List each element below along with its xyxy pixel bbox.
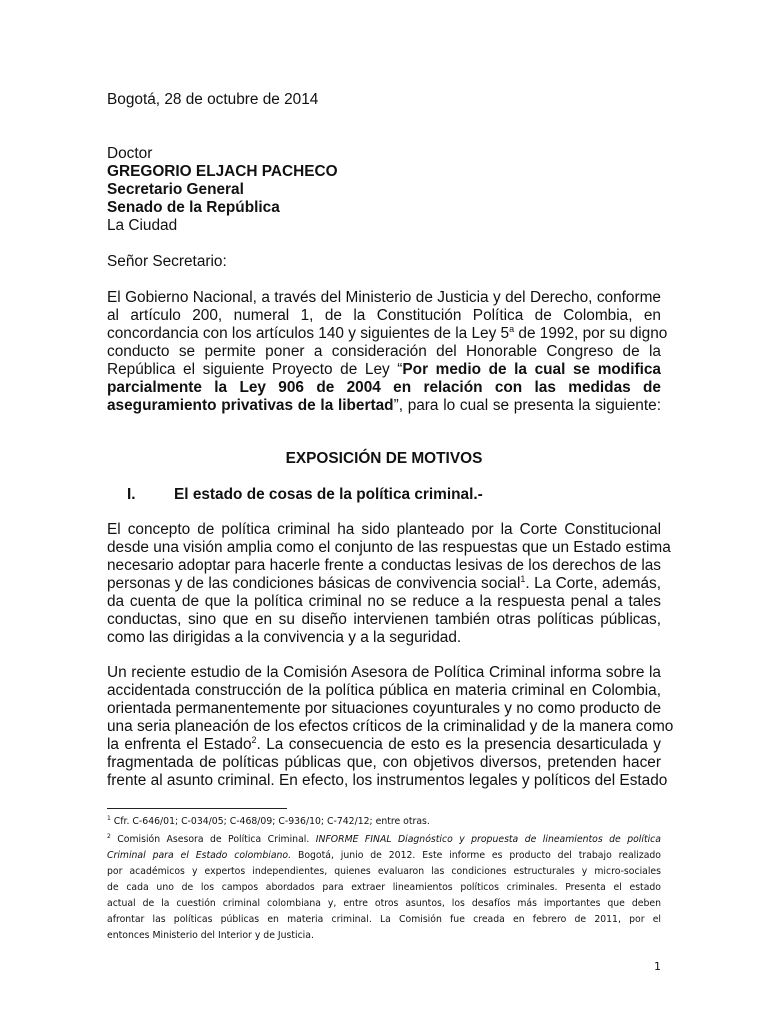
intro-line: [107, 361, 661, 379]
recipient-name: GREGORIO ELJACH PACHECO: [107, 163, 338, 180]
paragraph-line: El concepto de política criminal ha sido planteado por la Corte Constitucional: [107, 521, 661, 538]
footnote-text: Cfr. C-646/01; C-034/05; C-468/09; C-936/10; C-742/12; entre otras.: [110, 816, 430, 827]
footnote-separator: [107, 808, 287, 809]
dateline: Bogotá, 28 de octubre de 2014: [107, 91, 319, 108]
intro-line: [107, 397, 661, 415]
footnote-text: INFORME FINAL Diagnóstico y propuesta de lineamientos de política: [315, 834, 661, 845]
footnote-2: [107, 832, 661, 848]
intro-text: de 1992, por su digno: [514, 325, 668, 342]
intro-text: concordancia con los artículos 140 y siguientes de la Ley 5: [107, 325, 510, 342]
intro-line: [107, 323, 668, 343]
paragraph-text: . La consecuencia de esto es la presencia desarticulada y: [256, 736, 661, 753]
paragraph-line: accidentada construcción de la política pública en materia criminal en Colombia,: [107, 682, 661, 699]
paragraph-line: da cuenta de que la política criminal no se reduce a la respuesta penal a tales: [107, 593, 661, 610]
greeting: Señor Secretario:: [107, 253, 227, 270]
ordinal-superscript: a: [509, 323, 515, 334]
footnote-line: actual de la cuestión criminal colombiana y, entre otros asuntos, los desafíos más importantes que deben: [107, 898, 661, 909]
intro-line: conducto se permite poner a consideración del Honorable Congreso de la: [107, 343, 661, 360]
footnote-line: por académicos y expertos independientes, quienes evaluaron las condiciones estructurales y micro-sociales: [107, 866, 661, 877]
subsection-title: El estado de cosas de la política criminal.-: [174, 486, 483, 503]
footnote-mark: 1: [107, 814, 111, 822]
footnote-ref: 1: [520, 573, 526, 584]
intro-text: ”, para lo cual se presenta la siguiente:: [393, 397, 661, 414]
paragraph-line: como las dirigidas a la convivencia y a la seguridad.: [107, 629, 462, 646]
paragraph-line: [107, 575, 661, 593]
footnote-mark: 2: [107, 832, 111, 840]
recipient-city: La Ciudad: [107, 217, 178, 234]
paragraph-line: una seria planeación de los efectos críticos de la criminalidad y de la manera como: [107, 718, 674, 735]
intro-line: al artículo 200, numeral 1, de la Constitución Política de Colombia, en: [107, 307, 661, 324]
paragraph-line: Un reciente estudio de la Comisión Asesora de Política Criminal informa sobre la: [107, 664, 661, 681]
bill-title: parcialmente la Ley 906 de 2004 en relación con las medidas de: [107, 379, 661, 396]
paragraph-line: necesario adoptar para hacerle frente a conductas lesivas de los derechos de las: [107, 557, 661, 574]
paragraph-line: orientada permanentemente por situaciones coyunturales y no como producto de: [107, 700, 661, 717]
footnote-line: afrontar las políticas públicas en materia criminal. La Comisión fue creada en febrero de 2011, por el: [107, 914, 661, 925]
footnote-text: Criminal para el Estado colombiano.: [107, 850, 292, 861]
page-number: 1: [654, 960, 661, 973]
recipient-position: Secretario General: [107, 181, 244, 198]
bill-title: aseguramiento privativas de la libertad: [107, 397, 394, 414]
subsection-number: I.: [127, 486, 136, 503]
bill-title: Por medio de la cual se modifica: [402, 361, 661, 378]
paragraph-line: frente al asunto criminal. En efecto, los instrumentos legales y políticos del Estado: [107, 772, 668, 789]
footnote-line: [107, 848, 661, 864]
footnote-text: Bogotá, junio de 2012. Este informe es producto del trabajo realizado: [291, 850, 661, 861]
footnote-1: [107, 814, 661, 830]
paragraph-text: personas y de las condiciones básicas de convivencia social: [107, 575, 521, 592]
intro-line: El Gobierno Nacional, a través del Ministerio de Justicia y del Derecho, conforme: [107, 289, 661, 306]
section-title: EXPOSICIÓN DE MOTIVOS: [285, 450, 483, 467]
paragraph-text: la enfrenta el Estado: [107, 736, 252, 753]
footnote-ref: 2: [251, 734, 257, 745]
footnote-text: Comisión Asesora de Política Criminal.: [110, 834, 316, 845]
paragraph-line: [107, 736, 661, 754]
paragraph-line: conductas, sino que en su diseño intervienen también otras políticas públicas,: [107, 611, 661, 628]
recipient-title: Doctor: [107, 145, 153, 162]
footnote-line: de cada uno de los campos abordados para extraer lineamientos políticos criminales. Presenta el estado: [107, 882, 661, 893]
paragraph-line: fragmentada de políticas públicas que, con objetivos diversos, pretenden hacer: [107, 754, 661, 771]
paragraph-line: desde una visión amplia como el conjunto de las respuestas que un Estado estima: [107, 539, 671, 556]
recipient-institution: Senado de la República: [107, 199, 280, 216]
intro-text: República el siguiente Proyecto de Ley “: [107, 361, 403, 378]
footnote-line: entonces Ministerio del Interior y de Justicia.: [107, 930, 314, 941]
paragraph-text: . La Corte, además,: [525, 575, 661, 592]
